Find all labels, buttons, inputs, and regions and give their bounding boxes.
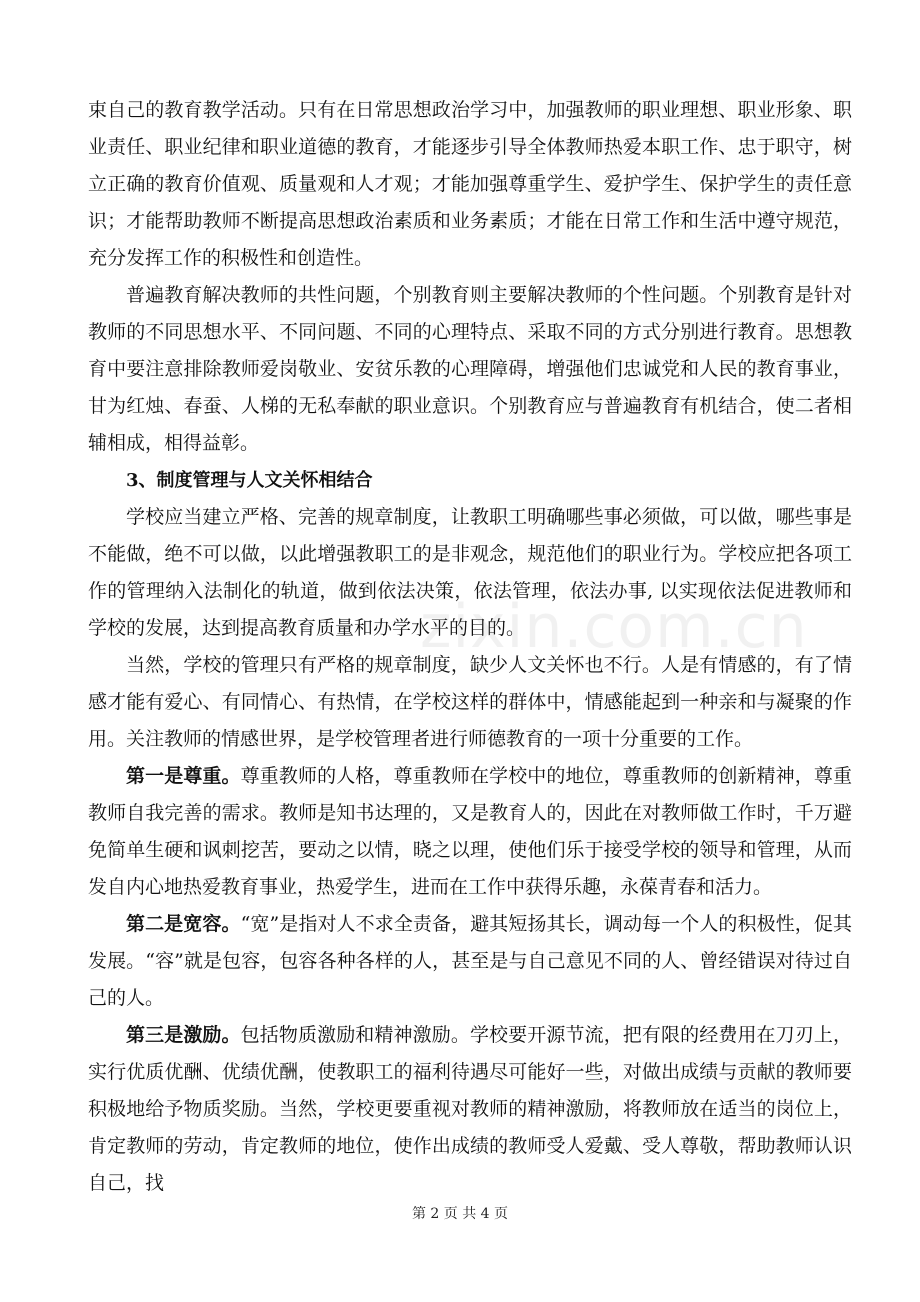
lead-incentive: 第三是激励。 [126, 1024, 241, 1046]
paragraph-4: 当然，学校的管理只有严格的规章制度，缺少人文关怀也不行。人是有情感的，有了情感才能有爱心、有同情心、有热情，在学校这样的群体中，情感能起到一种亲和与凝聚的作用。关注教师的情感世界，是学校管理者进行师德教育的一项十分重要的工作。 [88, 654, 852, 750]
page-footer: 第 2 页 共 4 页 [411, 1206, 509, 1222]
paragraph-6-body: “宽”是指对人不求全责备，避其短扬其长，调动每一个人的积极性，促其发展。“容”就是包容，包容各种各样的人，甚至是与自己意见不同的人、曾经错误对待过自己的人。 [88, 913, 852, 1009]
lead-respect: 第一是尊重。 [126, 765, 241, 787]
lead-tolerance: 第二是宽容。 [126, 913, 241, 935]
paragraph-7 [88, 1017, 852, 1202]
paragraph-5 [88, 758, 852, 906]
paragraph-2: 普遍教育解决教师的共性问题，个别教育则主要解决教师的个性问题。个别教育是针对教师的不同思想水平、不同问题、不同的心理特点、采取不同的方式分别进行教育。思想教育中要注意排除教师爱岗敬业、安贫乐教的心理障碍，增强他们忠诚党和人民的教育事业，甘为红烛、春蚕、人梯的无私奉献的职业意识。个别教育应与普遍教育有机结合，使二者相辅相成，相得益彰。 [88, 284, 852, 454]
paragraph-3: 学校应当建立严格、完善的规章制度，让教职工明确哪些事必须做，可以做，哪些事是不能做，绝不可以做，以此增强教职工的是非观念，规范他们的职业行为。学校应把各项工作的管理纳入法制化的轨道，做到依法决策，依法管理，依法办事, 以实现依法促进教师和学校的发展，达到提高教育质量和办学水平的目的。 [88, 506, 852, 639]
paragraph-6 [88, 906, 852, 1017]
paragraph-1: 束自己的教育教学活动。只有在日常思想政治学习中，加强教师的职业理想、职业形象、职业责任、职业纪律和职业道德的教育，才能逐步引导全体教师热爱本职工作、忠于职守，树立正确的教育价值观、质量观和人才观；才能加强尊重学生、爱护学生、保护学生的责任意识；才能帮助教师不断提高思想政治素质和业务素质；才能在日常工作和生活中遵守规范，充分发挥工作的积极性和创造性。 [88, 99, 852, 269]
paragraph-5-body: 尊重教师的人格，尊重教师在学校中的地位，尊重教师的创新精神，尊重教师自我完善的需求。教师是知书达理的，又是教育人的，因此在对教师做工作时，千万避免简单生硬和讽刺挖苦，要动之以情，晓之以理，使他们乐于接受学校的领导和管理，从而发自内心地热爱教育事业，热爱学生，进而在工作中获得乐趣，永葆青春和活力。 [88, 765, 852, 898]
section-heading-3: 3、制度管理与人文关怀相结合 [126, 470, 373, 491]
page-body [88, 92, 852, 1202]
paragraph-7-body: 包括物质激励和精神激励。学校要开源节流，把有限的经费用在刀刃上，实行优质优酬、优绩优酬，使教职工的福利待遇尽可能好一些，对做出成绩与贡献的教师要积极地给予物质奖励。当然，学校更要重视对教师的精神激励，将教师放在适当的岗位上，肯定教师的劳动，肯定教师的地位，使作出成绩的教师受人爱戴、受人尊敬，帮助教师认识自己，找 [88, 1024, 852, 1194]
watermark: zixin.com.cn [420, 592, 808, 662]
